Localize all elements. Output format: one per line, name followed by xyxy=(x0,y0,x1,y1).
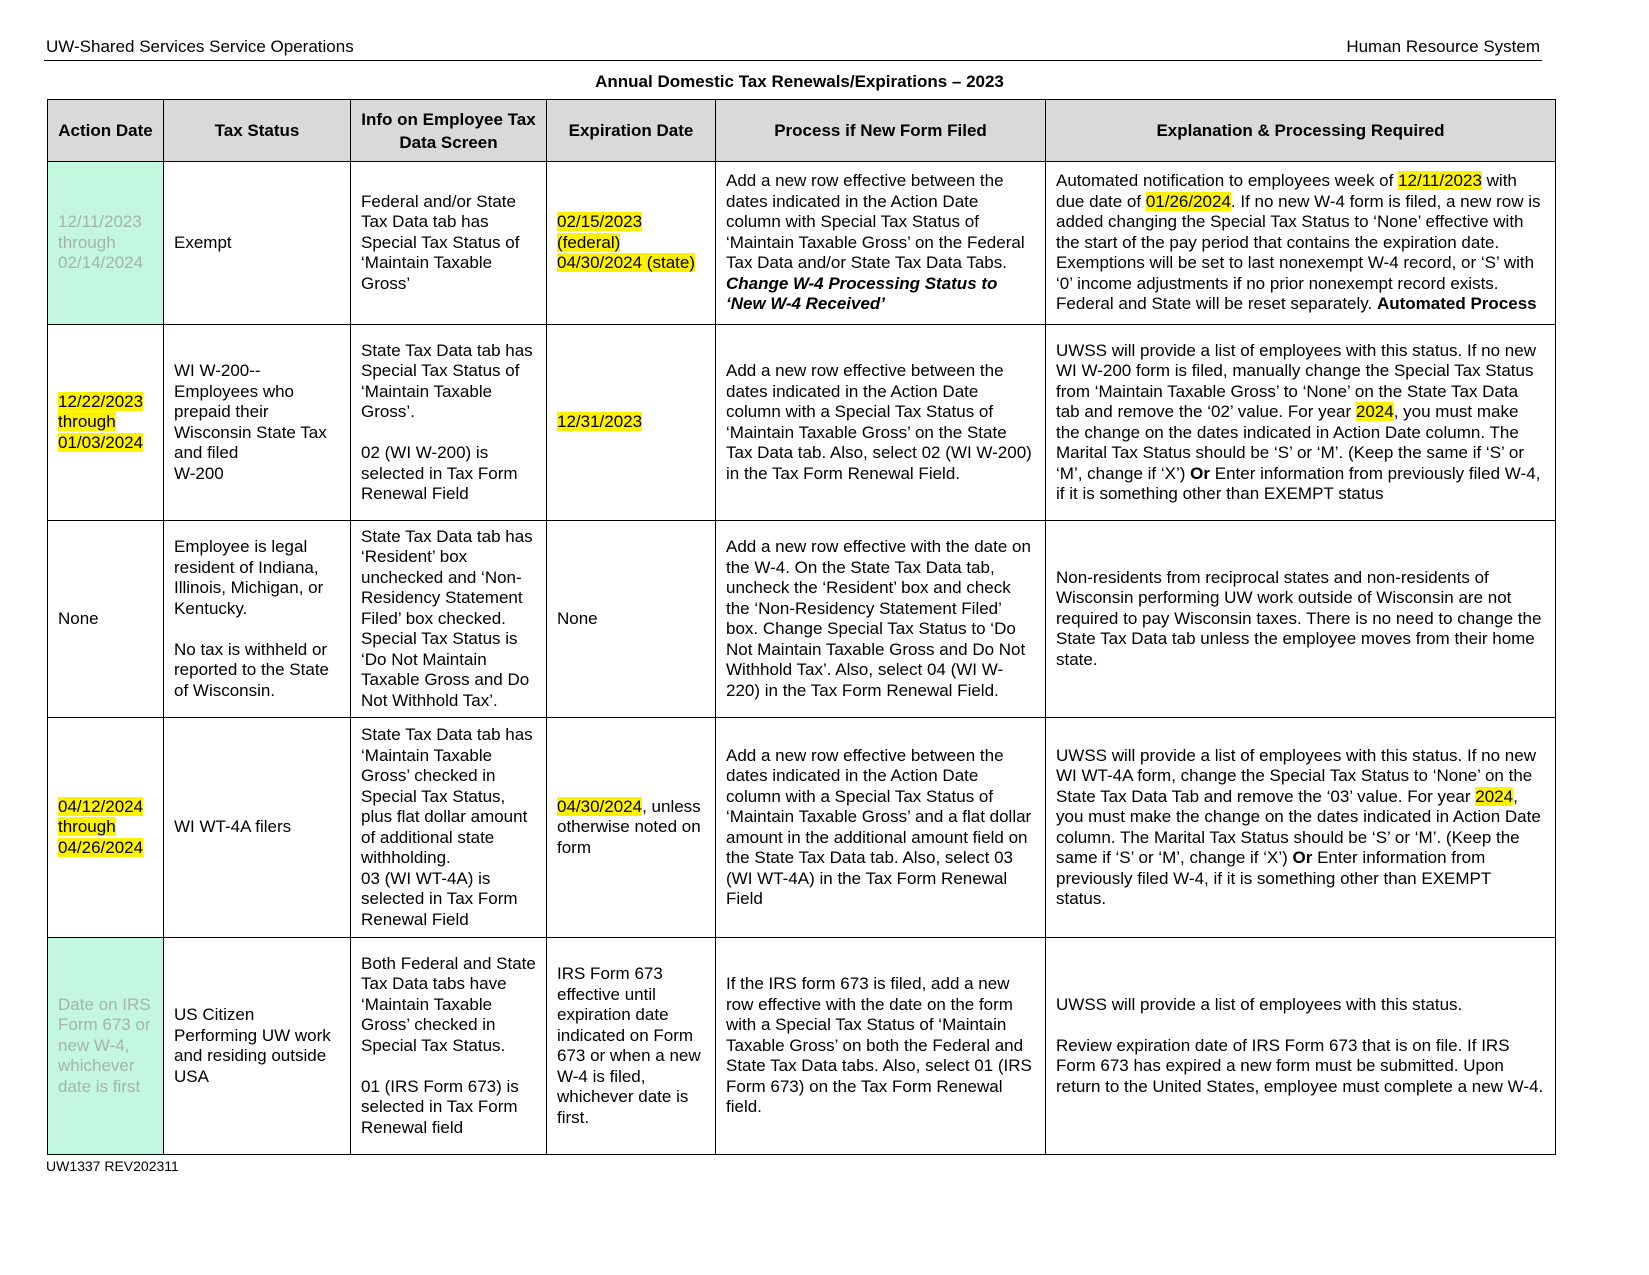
cell-info: State Tax Data tab has ‘Maintain Taxable Gross’ checked in Special Tax Status, plus flat dollar amount of additional state withholding. 03 (WI WT-4A) is selected in Tax Form Renewal Field xyxy=(351,718,547,938)
document-title: Annual Domestic Tax Renewals/Expirations – 2023 xyxy=(595,72,1004,91)
col-header-explanation: Explanation & Processing Required xyxy=(1046,100,1556,162)
cell-explanation: UWSS will provide a list of employees with this status. Review expiration date of IRS Form 673 that is on file. If IRS Form 673 has expired a new form must be submitted. Upon return to the United States, employee must complete a new W-4. xyxy=(1046,938,1556,1155)
cell-tax-status: US Citizen Performing UW work and residing outside USA xyxy=(164,938,351,1155)
cell-process: Add a new row effective between the dates indicated in the Action Date column with a Special Tax Status of ‘Maintain Taxable Gross’ on the State Tax Data tab. Also, select 02 (WI W-200) in the Tax Form Renewal Field. xyxy=(716,325,1046,521)
cell-explanation: UWSS will provide a list of employees with this status. If no new WI WT-4A form, change the Special Tax Status to ‘None’ on the State Tax Data Tab and remove the ‘03’ value. For year 2024, you must make the change on the dates indicated in Action Date column. The Marital Tax Status should be ‘S’ or ‘M’. (Keep the same if ‘S’ or ‘M’, change if ‘X’) Or Enter information from previously filed W-4, if it is something other than EXEMPT status. xyxy=(1046,718,1556,938)
cell-tax-status: Employee is legal resident of Indiana, Illinois, Michigan, or Kentucky. No tax is withheld or reported to the State of Wisconsin. xyxy=(164,521,351,718)
col-header-info: Info on Employee Tax Data Screen xyxy=(351,100,547,162)
col-header-action-date: Action Date xyxy=(48,100,164,162)
table-header-row xyxy=(48,100,1556,162)
col-header-expiration: Expiration Date xyxy=(547,100,716,162)
table-row xyxy=(48,718,1556,938)
cell-action-date: None xyxy=(48,521,164,718)
cell-expiration: 12/31/2023 xyxy=(547,325,716,521)
cell-info: Federal and/or State Tax Data tab has Special Tax Status of ‘Maintain Taxable Gross’ xyxy=(351,162,547,325)
form-revision-footer: UW1337 REV202311 xyxy=(46,1158,179,1174)
cell-explanation: UWSS will provide a list of employees with this status. If no new WI W-200 form is filed, manually change the Special Tax Status from ‘Maintain Taxable Gross’ to ‘None’ on the State Tax Data tab and remove the ‘02’ value. For year 2024, you must make the change on the dates indicated in Action Date column. The Marital Tax Status should be ‘S’ or ‘M’. (Keep the same if ‘S’ or ‘M’, change if ‘X’) Or Enter information from previously filed W-4, if it is something other than EXEMPT status xyxy=(1046,325,1556,521)
cell-expiration: 04/30/2024, unless otherwise noted on form xyxy=(547,718,716,938)
page-header xyxy=(44,36,1542,61)
cell-info: Both Federal and State Tax Data tabs have ‘Maintain Taxable Gross’ checked in Special Tax Status. 01 (IRS Form 673) is selected in Tax Form Renewal field xyxy=(351,938,547,1155)
cell-process: Add a new row effective between the dates indicated in the Action Date column with Special Tax Status of ‘Maintain Taxable Gross’ on the Federal Tax Data and/or State Tax Data Tabs. Change W-4 Processing Status to ‘New W-4 Received’ xyxy=(716,162,1046,325)
cell-action-date: Date on IRS Form 673 or new W-4, whichever date is first xyxy=(48,938,164,1155)
cell-action-date: 12/11/2023 through 02/14/2024 xyxy=(48,162,164,325)
col-header-process: Process if New Form Filed xyxy=(716,100,1046,162)
cell-expiration: IRS Form 673 effective until expiration date indicated on Form 673 or when a new W-4 is filed, whichever date is first. xyxy=(547,938,716,1155)
cell-process: If the IRS form 673 is filed, add a new row effective with the date on the form with a Special Tax Status of ‘Maintain Taxable Gross’ on both the Federal and State Tax Data tabs. Also, select 01 (IRS Form 673) on the Tax Form Renewal field. xyxy=(716,938,1046,1155)
header-system: Human Resource System xyxy=(1346,37,1540,56)
cell-process: Add a new row effective with the date on the W-4. On the State Tax Data tab, uncheck the ‘Resident’ box and check the ‘Non-Residency Statement Filed’ box. Change Special Tax Status to ‘Do Not Maintain Taxable Gross and Do Not Withhold Tax’. Also, select 04 (WI W-220) in the Tax Form Renewal Field. xyxy=(716,521,1046,718)
cell-process: Add a new row effective between the dates indicated in the Action Date column with a Special Tax Status of ‘Maintain Taxable Gross’ and a flat dollar amount in the additional amount field on the State Tax Data tab. Also, select 03 (WI WT-4A) in the Tax Form Renewal Field xyxy=(716,718,1046,938)
cell-tax-status: WI WT-4A filers xyxy=(164,718,351,938)
tax-renewals-table xyxy=(47,99,1556,1155)
table-row xyxy=(48,162,1556,325)
table-row xyxy=(48,938,1556,1155)
cell-action-date: 12/22/2023 through 01/03/2024 xyxy=(48,325,164,521)
cell-action-date: 04/12/2024 through 04/26/2024 xyxy=(48,718,164,938)
table-row xyxy=(48,325,1556,521)
cell-expiration: None xyxy=(547,521,716,718)
cell-info: State Tax Data tab has ‘Resident’ box unchecked and ‘Non-Residency Statement Filed’ box checked. Special Tax Status is ‘Do Not Maintain Taxable Gross and Do Not Withhold Tax’. xyxy=(351,521,547,718)
col-header-tax-status: Tax Status xyxy=(164,100,351,162)
cell-tax-status: WI W-200--Employees who prepaid their Wisconsin State Tax and filed W-200 xyxy=(164,325,351,521)
cell-tax-status: Exempt xyxy=(164,162,351,325)
cell-info: State Tax Data tab has Special Tax Status of ‘Maintain Taxable Gross’. 02 (WI W-200) is selected in Tax Form Renewal Field xyxy=(351,325,547,521)
header-org: UW-Shared Services Service Operations xyxy=(46,37,354,56)
cell-explanation: Automated notification to employees week of 12/11/2023 with due date of 01/26/2024. If no new W-4 form is filed, a new row is added changing the Special Tax Status to ‘None’ effective with the start of the pay period that contains the expiration date. Exemptions will be set to last nonexempt W-4 record, or ‘S’ with ‘0’ income adjustments if no prior nonexempt record exists. Federal and State will be reset separately. Automated Process xyxy=(1046,162,1556,325)
cell-expiration: 02/15/2023 (federal) 04/30/2024 (state) xyxy=(547,162,716,325)
cell-explanation: Non-residents from reciprocal states and non-residents of Wisconsin performing UW work outside of Wisconsin are not required to pay Wisconsin taxes. There is no need to change the State Tax Data tab unless the employee moves from their home state. xyxy=(1046,521,1556,718)
table-row xyxy=(48,521,1556,718)
